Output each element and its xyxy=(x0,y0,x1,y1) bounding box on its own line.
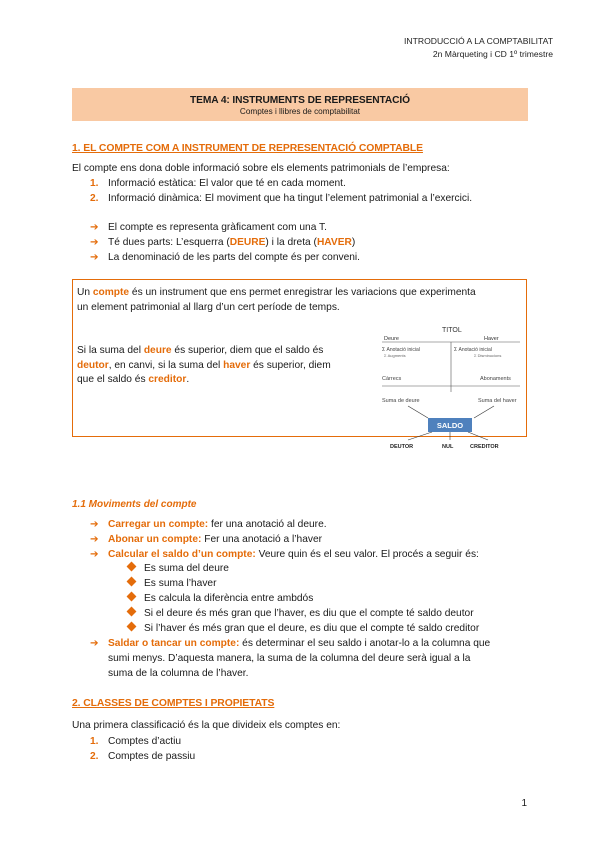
diamond-bullet-icon xyxy=(127,562,137,572)
arrow-item: ➔ Calcular el saldo d’un compte: Veure quin és el seu valor. El procés a seguir és: xyxy=(90,548,479,563)
list-number: 2. xyxy=(90,193,99,204)
arrow-icon: ➔ xyxy=(90,534,99,545)
page-subtitle: Comptes i llibres de comptabilitat xyxy=(239,107,361,116)
deutor-label: DEUTOR xyxy=(390,444,414,450)
list-text: Informació estàtica: El valor que té en cada moment. xyxy=(108,178,346,189)
list-text: Comptes d’actiu xyxy=(108,736,182,747)
page-number: 1 xyxy=(521,798,527,809)
list-text: Informació dinàmica: El moviment que ha tingut l’element patrimonial a l’exercici. xyxy=(108,193,473,204)
header-group: 2n Màrqueting i CD 1º trimestre xyxy=(432,49,553,59)
svg-text:Suma del haver: Suma del haver xyxy=(478,398,517,404)
list-item xyxy=(90,735,181,750)
diamond-bullet-icon xyxy=(127,592,137,602)
list-number: 1. xyxy=(90,178,99,189)
creditor-label: CREDITOR xyxy=(470,444,499,450)
step-item: Si l’haver és més gran que el deure, es diu que el compte té saldo creditor xyxy=(128,622,479,637)
arrow-item: ➔ El compte es representa gràficament com una T. xyxy=(90,221,327,236)
saldo-explanation: Si la suma del deure és superior, diem que el saldo és deutor, en canvi, si la suma del haver és superior, diem que el saldo és creditor. xyxy=(77,345,331,386)
svg-text:Suma de deure: Suma de deure xyxy=(382,398,420,404)
step-item: Es calcula la diferència entre ambdós xyxy=(128,592,313,607)
compte-definition: Un compte és un instrument que ens permet enregistrar les variacions que experimenta un element patrimonial al llarg d’un cert període de temps. xyxy=(77,287,476,313)
arrow-icon: ➔ xyxy=(90,222,99,233)
svg-text:Σ Anotació inicial: Σ Anotació inicial xyxy=(454,347,492,353)
list-item xyxy=(90,192,472,207)
arrow-icon: ➔ xyxy=(90,252,99,263)
arrow-icon: ➔ xyxy=(90,549,99,560)
svg-text:Σ Disminucions: Σ Disminucions xyxy=(474,353,502,358)
arrow-item: ➔ Té dues parts: L’esquerra (DEURE) i la dreta (HAVER) xyxy=(90,236,355,251)
list-number: 2. xyxy=(90,751,99,762)
list-text: Comptes de passiu xyxy=(108,751,196,762)
t-account-diagram xyxy=(378,322,524,454)
saldo-label: SALDO xyxy=(436,421,464,430)
saldar-continuation: sumi menys. D’aquesta manera, la suma de la columna del deure serà igual a la suma de la columna de l’haver. xyxy=(108,653,471,679)
page-title: TEMA 4: INSTRUMENTS DE REPRESENTACIÓ xyxy=(190,95,410,106)
diamond-bullet-icon xyxy=(127,607,137,617)
diamond-bullet-icon xyxy=(127,577,137,587)
svg-text:Σ Augments: Σ Augments xyxy=(384,353,406,358)
list-item xyxy=(90,750,195,765)
section1-intro: El compte ens dona doble informació sobre els elements patrimonials de l’empresa: xyxy=(72,163,450,174)
section2-heading: 2. CLASSES DE COMPTES I PROPIETATS xyxy=(72,698,275,709)
diagram-title: TITOL xyxy=(442,327,462,334)
step-item: Es suma l’haver xyxy=(128,577,216,592)
nul-label: NUL xyxy=(442,444,454,450)
diagram-deure: Deure xyxy=(384,336,399,342)
arrow-item: ➔ La denominació de les parts del compte és per conveni. xyxy=(90,251,360,266)
diamond-bullet-icon xyxy=(127,622,137,632)
section2-intro: Una primera classificació és la que divideix els comptes en: xyxy=(72,720,341,731)
arrow-item: ➔ Saldar o tancar un compte: és determinar el seu saldo i anotar-lo a la columna que xyxy=(90,637,490,652)
list-item xyxy=(90,177,346,192)
step-item: Es suma del deure xyxy=(128,562,229,577)
svg-text:Abonaments: Abonaments xyxy=(480,376,511,382)
page-header xyxy=(404,35,553,61)
arrow-icon: ➔ xyxy=(90,237,99,248)
header-course: INTRODUCCIÓ A LA COMPTABILITAT xyxy=(404,36,553,46)
arrow-item: ➔ Carregar un compte: fer una anotació al deure. xyxy=(90,518,327,533)
arrow-item: ➔ Abonar un compte: Fer una anotació a l’haver xyxy=(90,533,322,548)
arrow-icon: ➔ xyxy=(90,638,99,649)
diagram-haver: Haver xyxy=(484,336,499,342)
arrow-icon: ➔ xyxy=(90,519,99,530)
title-box xyxy=(72,88,528,121)
section11-heading: 1.1 Moviments del compte xyxy=(72,499,197,510)
list-number: 1. xyxy=(90,736,99,747)
section1-heading: 1. EL COMPTE COM A INSTRUMENT DE REPRESENTACIÓ COMPTABLE xyxy=(72,143,423,154)
step-item: Si el deure és més gran que l’haver, es diu que el compte té saldo deutor xyxy=(128,607,474,622)
svg-text:Càrrecs: Càrrecs xyxy=(382,376,402,382)
svg-text:Σ Anotació inicial: Σ Anotació inicial xyxy=(382,347,420,353)
